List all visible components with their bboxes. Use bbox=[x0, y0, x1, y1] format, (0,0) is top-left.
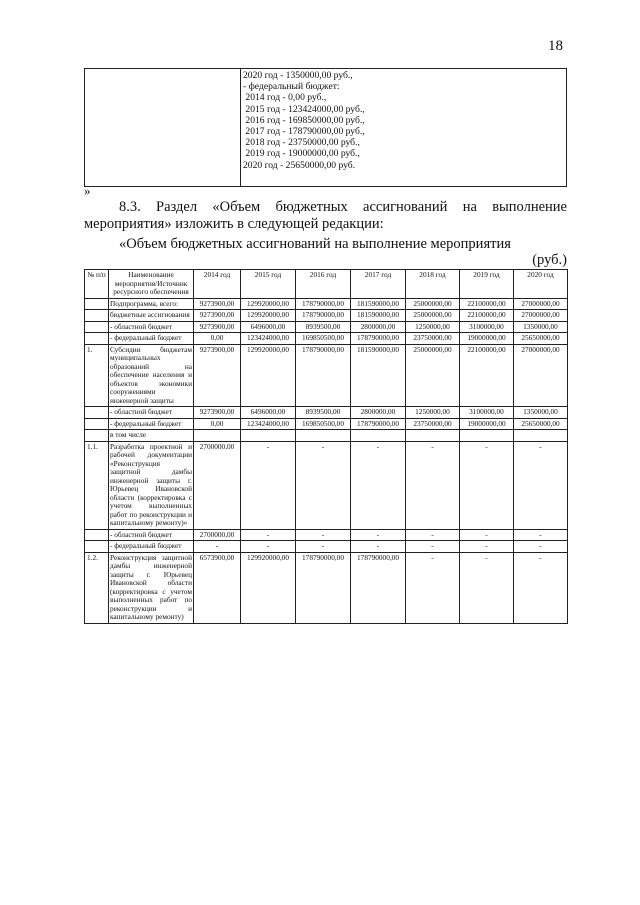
amount-cell: 178790000,00 bbox=[296, 552, 351, 623]
amount-cell: 25000000,00 bbox=[406, 310, 460, 322]
amount-cell: 181590000,00 bbox=[351, 344, 406, 407]
continuation-table bbox=[84, 68, 567, 187]
amount-cell bbox=[406, 430, 460, 442]
row-name-cell: - областной бюджет bbox=[109, 321, 194, 333]
table-row bbox=[85, 407, 568, 419]
amount-cell: 178790000,00 bbox=[296, 344, 351, 407]
row-name-cell: Подпрограмма, всего: bbox=[109, 298, 194, 310]
amount-cell: - bbox=[460, 529, 514, 541]
table-row bbox=[85, 310, 568, 322]
amount-cell: - bbox=[406, 552, 460, 623]
budget-table bbox=[84, 269, 568, 624]
amount-cell: 23750000,00 bbox=[406, 333, 460, 345]
row-name-cell: Разработка проектной и рабочей документации «Реконструкция защитной дамбы инженерной защиты г. Юрьевец Ивановской области (корректировка с учетом выполненных работ по реконструкции и капитальному ремонту)» bbox=[110, 441, 192, 527]
row-number-cell bbox=[85, 310, 109, 322]
amount-cell: 123424000,00 bbox=[241, 333, 296, 345]
header-cell: 2016 год bbox=[296, 270, 351, 299]
amount-cell: 3100000,00 bbox=[460, 407, 514, 419]
header-cell: 2014 год bbox=[194, 270, 241, 299]
table-caption: «Объем бюджетных ассигнований на выполнение мероприятия bbox=[119, 236, 511, 252]
amount-cell bbox=[514, 430, 568, 442]
amount-cell: 2800000,00 bbox=[351, 407, 406, 419]
amount-cell: - bbox=[406, 529, 460, 541]
row-name-cell: - федеральный бюджет bbox=[109, 541, 194, 553]
row-number-cell bbox=[85, 407, 109, 419]
funding-line: 2016 год - 169850000,00 руб., bbox=[243, 114, 365, 126]
table-row bbox=[85, 430, 568, 442]
page-number: 18 bbox=[548, 38, 563, 54]
amount-cell: 25000000,00 bbox=[406, 298, 460, 310]
amount-cell: 181590000,00 bbox=[351, 298, 406, 310]
row-number-cell bbox=[85, 298, 109, 310]
amount-cell: - bbox=[406, 441, 460, 529]
amount-cell: 178790000,00 bbox=[351, 552, 406, 623]
table-row bbox=[85, 344, 568, 407]
row-number-cell bbox=[85, 430, 109, 442]
amount-cell: - bbox=[296, 441, 351, 529]
amount-cell: 178790000,00 bbox=[296, 310, 351, 322]
amount-cell: 0,00 bbox=[194, 418, 241, 430]
row-number-cell: 1.1. bbox=[85, 441, 109, 529]
amount-cell: 2700000,00 bbox=[194, 529, 241, 541]
row-name-cell: - областной бюджет bbox=[109, 529, 194, 541]
amount-cell: - bbox=[241, 541, 296, 553]
row-name-cell: - областной бюджет bbox=[109, 407, 194, 419]
funding-line: 2019 год - 19000000,00 руб., bbox=[243, 148, 360, 160]
header-cell: 2020 год bbox=[514, 270, 568, 299]
amount-cell: 169850500,00 bbox=[296, 418, 351, 430]
amount-cell: 6496000,00 bbox=[241, 407, 296, 419]
amount-cell: - bbox=[241, 441, 296, 529]
amount-cell: 2700000,00 bbox=[194, 441, 241, 529]
amount-cell: 0,00 bbox=[194, 333, 241, 345]
amount-cell bbox=[460, 430, 514, 442]
amount-cell: - bbox=[460, 441, 514, 529]
amount-cell: - bbox=[351, 529, 406, 541]
amount-cell: 3100000,00 bbox=[460, 321, 514, 333]
section-amendment-paragraph: 8.3. Раздел «Объем бюджетных ассигнований на выполнение мероприятия» изложить в следующей редакции: bbox=[84, 199, 567, 232]
amount-cell: 27000000,00 bbox=[514, 344, 568, 407]
unit-label: (руб.) bbox=[532, 252, 567, 268]
amount-cell: - bbox=[460, 541, 514, 553]
continuation-empty-cell bbox=[85, 69, 241, 187]
amount-cell: 22100000,00 bbox=[460, 298, 514, 310]
amount-cell: - bbox=[514, 552, 568, 623]
amount-cell: 8939500,00 bbox=[296, 407, 351, 419]
row-name-cell: - федеральный бюджет bbox=[109, 333, 194, 345]
table-row bbox=[85, 333, 568, 345]
header-cell: 2017 год bbox=[351, 270, 406, 299]
amount-cell: 1250000,00 bbox=[406, 321, 460, 333]
funding-line: 2020 год - 1350000,00 руб., bbox=[243, 70, 353, 81]
funding-line: 2014 год - 0,00 руб., bbox=[243, 92, 327, 104]
amount-cell: - bbox=[296, 541, 351, 553]
table-header-row bbox=[85, 270, 568, 299]
amount-cell: 25000000,00 bbox=[406, 344, 460, 407]
header-cell: № п/п bbox=[85, 270, 109, 299]
amount-cell: 22100000,00 bbox=[460, 310, 514, 322]
amount-cell: 169850500,00 bbox=[296, 333, 351, 345]
amount-cell bbox=[194, 430, 241, 442]
amount-cell: 1350000,00 bbox=[514, 321, 568, 333]
row-name-cell: Субсидии бюджетам муниципальных образований на обеспечение населения и объектов экономики сооружениями инженерной защиты bbox=[110, 344, 192, 405]
amount-cell: 181590000,00 bbox=[351, 310, 406, 322]
amount-cell: - bbox=[194, 541, 241, 553]
amount-cell: 9273900,00 bbox=[194, 321, 241, 333]
amount-cell: 2800000,00 bbox=[351, 321, 406, 333]
amount-cell: 25650000,00 bbox=[514, 418, 568, 430]
row-name-cell: бюджетные ассигнования bbox=[109, 310, 194, 322]
amount-cell: - bbox=[296, 529, 351, 541]
row-number-cell: 1.2. bbox=[85, 552, 109, 623]
row-number-cell bbox=[85, 541, 109, 553]
closing-quote: » bbox=[84, 183, 91, 198]
header-cell: 2019 год bbox=[460, 270, 514, 299]
row-number-cell bbox=[85, 529, 109, 541]
table-row bbox=[85, 298, 568, 310]
amount-cell: 19000000,00 bbox=[460, 418, 514, 430]
table-row bbox=[85, 552, 568, 623]
amount-cell: 6496000,00 bbox=[241, 321, 296, 333]
row-name-cell: Реконструкция защитной дамбы инженерной защиты г. Юрьевец Ивановской области (корректировка с учетом выполненных работ по реконструкции и капитальному ремонту) bbox=[110, 552, 192, 621]
amount-cell: - bbox=[241, 529, 296, 541]
row-number-cell: 1. bbox=[85, 344, 109, 407]
amount-cell: - bbox=[351, 441, 406, 529]
row-number-cell bbox=[85, 321, 109, 333]
amount-cell: 23750000,00 bbox=[406, 418, 460, 430]
continuation-funding-cell bbox=[241, 69, 567, 187]
table-row bbox=[85, 529, 568, 541]
amount-cell bbox=[241, 430, 296, 442]
funding-line: - федеральный бюджет: bbox=[243, 81, 340, 93]
amount-cell: 129920000,00 bbox=[241, 344, 296, 407]
funding-line: 2018 год - 23750000,00 руб., bbox=[243, 137, 360, 149]
funding-line: 2017 год - 178790000,00 руб., bbox=[243, 126, 365, 138]
amount-cell: 9273900,00 bbox=[194, 298, 241, 310]
amount-cell: - bbox=[514, 529, 568, 541]
header-cell: 2018 год bbox=[406, 270, 460, 299]
amount-cell: 123424000,00 bbox=[241, 418, 296, 430]
amount-cell: - bbox=[406, 541, 460, 553]
amount-cell: 9273900,00 bbox=[194, 407, 241, 419]
amount-cell: 1350000,00 bbox=[514, 407, 568, 419]
row-name-cell: в том числе bbox=[109, 430, 194, 442]
header-cell: Наименование мероприятия/Источник ресурсного обеспечения bbox=[109, 270, 194, 299]
row-name-cell: - федеральный бюджет bbox=[109, 418, 194, 430]
amount-cell: 9273900,00 bbox=[194, 344, 241, 407]
amount-cell: 8939500,00 bbox=[296, 321, 351, 333]
amount-cell: 178790000,00 bbox=[296, 298, 351, 310]
amount-cell: - bbox=[514, 441, 568, 529]
amount-cell: 129920000,00 bbox=[241, 310, 296, 322]
amount-cell: - bbox=[514, 541, 568, 553]
amount-cell: 129920000,00 bbox=[241, 552, 296, 623]
amount-cell: 27000000,00 bbox=[514, 298, 568, 310]
amount-cell bbox=[296, 430, 351, 442]
amount-cell bbox=[351, 430, 406, 442]
funding-line: 2020 год - 25650000,00 руб. bbox=[243, 159, 356, 171]
amount-cell: 25650000,00 bbox=[514, 333, 568, 345]
row-number-cell bbox=[85, 333, 109, 345]
amount-cell: 1250000,00 bbox=[406, 407, 460, 419]
amount-cell: 9273900,00 bbox=[194, 310, 241, 322]
amount-cell: 178790000,00 bbox=[351, 333, 406, 345]
row-number-cell bbox=[85, 418, 109, 430]
header-cell: 2015 год bbox=[241, 270, 296, 299]
table-row bbox=[85, 321, 568, 333]
table-row bbox=[85, 441, 568, 529]
amount-cell: 178790000,00 bbox=[351, 418, 406, 430]
funding-line: 2015 год - 123424000,00 руб., bbox=[243, 103, 365, 115]
table-row bbox=[85, 418, 568, 430]
amount-cell: 129920000,00 bbox=[241, 298, 296, 310]
amount-cell: 19000000,00 bbox=[460, 333, 514, 345]
amount-cell: 22100000,00 bbox=[460, 344, 514, 407]
amount-cell: 6573900,00 bbox=[194, 552, 241, 623]
amount-cell: 27000000,00 bbox=[514, 310, 568, 322]
table-row bbox=[85, 541, 568, 553]
amount-cell: - bbox=[351, 541, 406, 553]
amount-cell: - bbox=[460, 552, 514, 623]
